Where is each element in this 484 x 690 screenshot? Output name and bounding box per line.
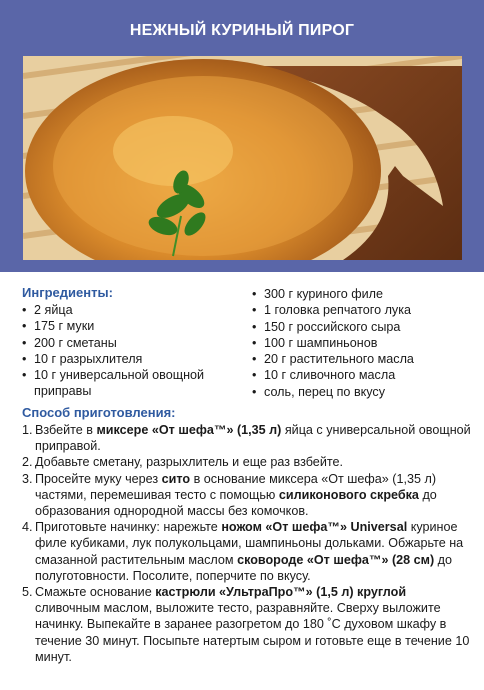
product-name: кастрюли «УльтраПро™» (1,5 л) круглой [155,585,407,600]
step-text: Просейте муку через [35,471,162,486]
ingredient-item: • 10 г разрыхлителя [22,351,242,367]
product-name: ножом «От шефа™» Universal [221,520,408,535]
ingredients-heading: Ингредиенты: [22,285,113,300]
product-name: силиконового скребка [278,487,419,502]
pie-photo [23,56,462,260]
step-text: Смажьте основание [35,585,156,600]
ingredients-list-left [22,302,242,400]
ingredient-item: • 150 г российского сыра [252,319,477,335]
method-heading: Способ приготовления: [22,405,176,420]
ingredient-item: • 100 г шампиньонов [252,335,477,351]
method-step [22,471,472,520]
ingredient-item: • соль, перец по вкусу [252,384,477,400]
method-step [22,454,472,470]
ingredient-item: • 20 г растительного масла [252,351,477,367]
ingredient-item: • 10 г универсальной овощной приправы [22,367,242,400]
ingredient-item: • 200 г сметаны [22,335,242,351]
ingredient-item: • 2 яйца [22,302,242,318]
page-title: НЕЖНЫЙ КУРИНЫЙ ПИРОГ [129,22,355,39]
step-number: 3. [22,471,33,486]
method-step [22,519,472,584]
pie-image [23,56,462,260]
step-number: 1. [22,423,33,437]
product-name: сито [161,471,191,486]
ingredient-item: • 10 г сливочного масла [252,367,477,383]
ingredients-list-right [252,286,477,400]
method-steps [22,422,472,665]
ingredient-item: • 300 г куриного филе [252,286,477,302]
header-banner [0,0,484,272]
method-step [22,584,472,665]
method-step [22,422,472,454]
step-text: Приготовьте начинку: нарежьте [35,520,222,535]
product-name: сковороде «От шефа™» (28 см) [237,552,435,567]
step-text: в основание миксера «От шефа» (1,35 л) частями, перемешивая тесто с помощью [35,471,437,502]
step-text: сливочным маслом, выложите тесто, разравняйте. Сверху выложите начинку. Выпекайте в заранее разогретом до 180 ˚С духовом шкафу в течение 30 минут. Посыпьте натертым сыром и готовьте еще в течение 10 минут. [35,601,470,664]
step-text: Добавьте сметану, разрыхлитель и еще раз взбейте. [35,455,343,470]
step-number: 5. [22,585,33,600]
product-name: миксере «От шефа™» (1,35 л) [96,423,282,437]
step-text: до полуготовности. Посолите, поперчите по вкусу. [35,552,453,583]
ingredient-item: • 175 г муки [22,318,242,334]
step-number: 2. [22,455,33,470]
step-text: до образования однородной массы без комочков. [35,487,437,519]
ingredient-item: • 1 головка репчатого лука [252,302,477,318]
step-text: яйца с универсальной овощной приправой. [35,423,471,454]
step-text: Взбейте в [35,423,97,437]
step-number: 4. [22,520,33,535]
step-text: куриное филе кубиками, лук полукольцами, шампиньоны дольками. Обжарьте на смазанной растительным маслом [35,520,464,567]
